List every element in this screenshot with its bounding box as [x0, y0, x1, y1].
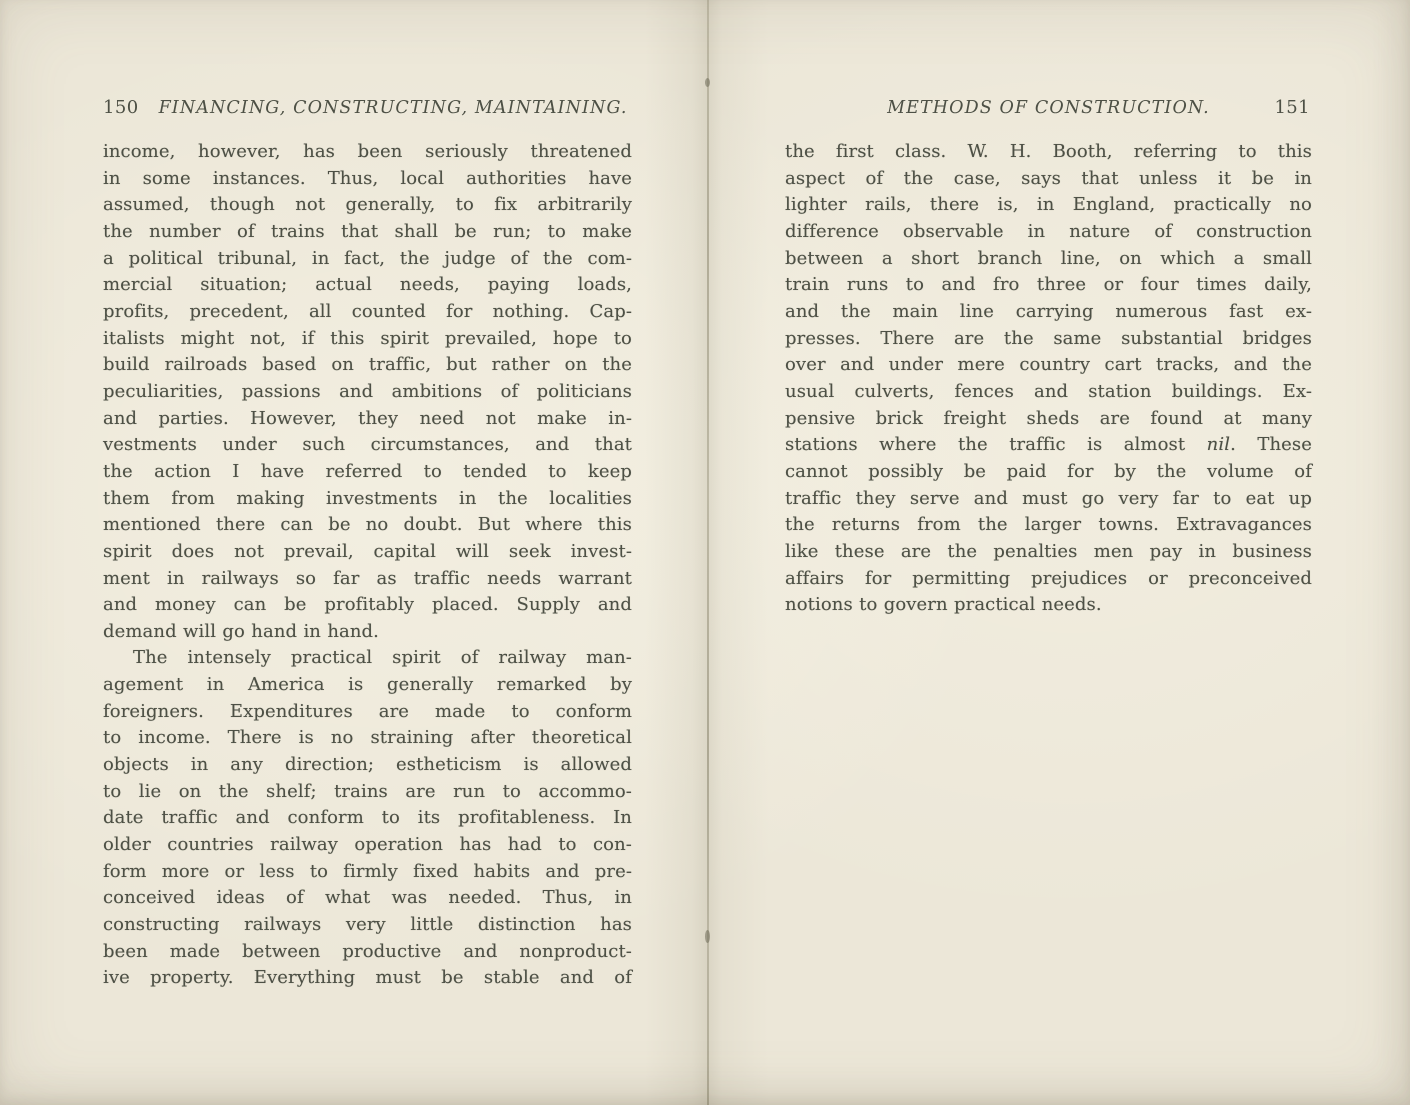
text-line: assumed, though not generally, to fix arbitrarily	[103, 194, 632, 216]
text-line: income, however, has been seriously threatened	[103, 141, 632, 162]
text-line: agement in America is generally remarked by	[103, 674, 632, 696]
text-line: the number of trains that shall be run; to make	[103, 220, 632, 242]
right-page-body	[785, 139, 1312, 619]
text-line: over and under mere country cart tracks, and the	[785, 354, 1312, 376]
text-line: older countries railway operation has had to con-	[103, 834, 632, 856]
right-running-title: METHODS OF CONSTRUCTION.	[887, 98, 1210, 118]
text-line: the returns from the larger towns. Extravagances	[785, 514, 1312, 536]
text-line: demand will go hand in hand.	[103, 620, 379, 642]
left-page-number: 150	[103, 97, 139, 118]
text-line: affairs for permitting prejudices or preconceived	[785, 567, 1312, 589]
text-line: constructing railways very little distinction has	[103, 914, 632, 936]
text-line: lighter rails, there is, in England, practically no	[785, 194, 1312, 216]
text-line: and money can be profitably placed. Supply and	[103, 594, 632, 616]
text-line: profits, precedent, all counted for nothing. Cap-	[103, 300, 632, 322]
text-line: The intensely practical spirit of railway man-	[133, 647, 632, 669]
right-page-number: 151	[1274, 97, 1310, 118]
text-line: stations where the traffic is almost nil. These	[785, 434, 1312, 456]
text-line: ive property. Everything must be stable and of	[103, 967, 632, 989]
text-line: vestments under such circumstances, and that	[103, 434, 632, 456]
text-line: peculiarities, passions and ambitions of politicians	[103, 380, 632, 402]
text-line: to lie on the shelf; trains are run to accommo-	[103, 780, 632, 802]
left-page-header	[103, 97, 632, 119]
right-page	[705, 0, 1410, 1105]
text-line: them from making investments in the localities	[103, 487, 632, 509]
text-line: like these are the penalties men pay in business	[785, 540, 1312, 562]
text-line: conceived ideas of what was needed. Thus, in	[103, 887, 632, 909]
text-line: in some instances. Thus, local authorities have	[103, 167, 632, 189]
text-line: traffic they serve and must go very far to eat up	[785, 487, 1312, 509]
text-line: cannot possibly be paid for by the volume of	[785, 460, 1312, 482]
text-line: been made between productive and nonproduct-	[103, 940, 632, 962]
text-line: and parties. However, they need not make in-	[103, 407, 632, 429]
text-line: the action I have referred to tended to keep	[103, 460, 632, 482]
text-line: presses. There are the same substantial bridges	[785, 327, 1312, 349]
text-line: pensive brick freight sheds are found at many	[785, 407, 1312, 429]
text-line: to income. There is no straining after theoretical	[103, 727, 632, 749]
text-line: difference observable in nature of construction	[785, 220, 1312, 242]
text-line: usual culverts, fences and station buildings. Ex-	[785, 380, 1312, 402]
text-line: mercial situation; actual needs, paying loads,	[103, 274, 632, 296]
text-line: date traffic and conform to its profitableness. In	[103, 807, 632, 829]
text-line: objects in any direction; estheticism is allowed	[103, 754, 632, 776]
text-line: between a short branch line, on which a small	[785, 247, 1312, 269]
text-line: form more or less to firmly fixed habits and pre-	[103, 860, 632, 882]
text-line: train runs to and fro three or four times daily,	[785, 274, 1312, 296]
text-line: notions to govern practical needs.	[785, 594, 1102, 616]
text-line: ment in railways so far as traffic needs warrant	[103, 567, 632, 589]
text-line: build railroads based on traffic, but rather on the	[103, 354, 632, 376]
text-line: a political tribunal, in fact, the judge of the com-	[103, 247, 632, 269]
text-line: mentioned there can be no doubt. But where this	[103, 514, 632, 536]
left-running-title: FINANCING, CONSTRUCTING, MAINTAINING.	[158, 98, 628, 118]
text-line: foreigners. Expenditures are made to conform	[103, 700, 632, 722]
italic-text: nil	[1206, 434, 1231, 456]
text-line: and the main line carrying numerous fast ex-	[785, 300, 1312, 322]
text-line: italists might not, if this spirit prevailed, hope to	[103, 327, 632, 349]
left-page-body	[103, 139, 632, 992]
text-line: spirit does not prevail, capital will seek invest-	[103, 540, 632, 562]
text-line: aspect of the case, says that unless it be in	[785, 167, 1312, 189]
text-line: the first class. W. H. Booth, referring to this	[785, 141, 1312, 162]
